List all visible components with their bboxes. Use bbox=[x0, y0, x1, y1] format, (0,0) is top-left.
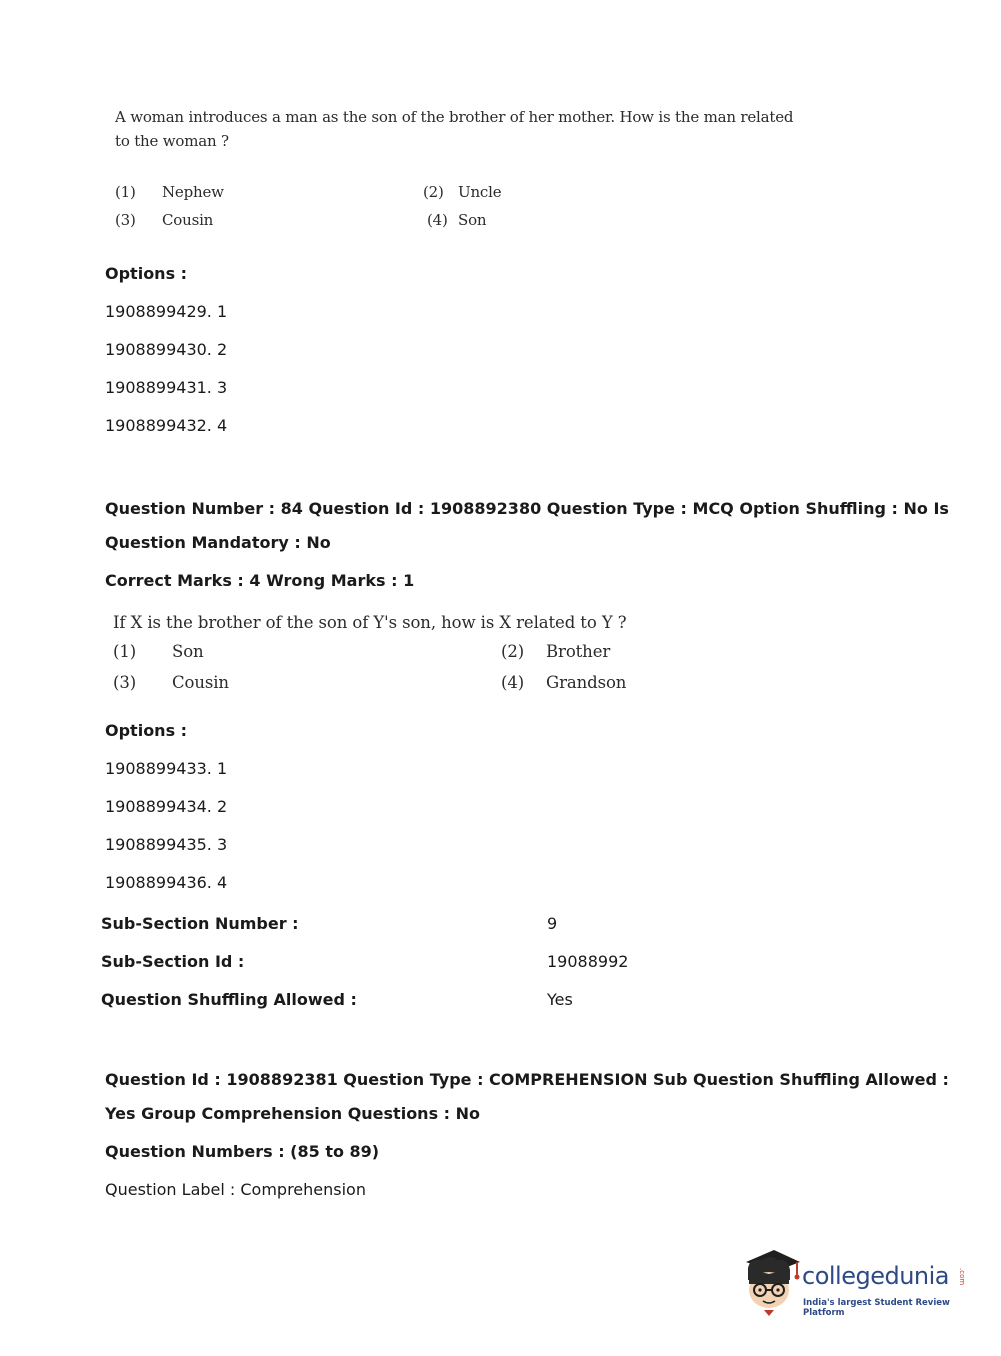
logo-name: collegedunia bbox=[802, 1262, 950, 1290]
option-id: 1908899431. 3 bbox=[105, 378, 228, 397]
choice-label: Uncle bbox=[458, 183, 502, 201]
option-id: 1908899436. 4 bbox=[105, 873, 228, 892]
options-heading: Options : bbox=[105, 721, 188, 740]
option-id: 1908899432. 4 bbox=[105, 416, 228, 435]
choice-label: Cousin bbox=[162, 211, 214, 229]
question-label: Question Label : Comprehension bbox=[105, 1180, 366, 1199]
choice-number: (1) bbox=[115, 183, 136, 201]
choice-label: Cousin bbox=[172, 673, 229, 692]
choice-label: Son bbox=[172, 642, 204, 661]
question-marks: Correct Marks : 4 Wrong Marks : 1 bbox=[105, 571, 415, 590]
choice-number: (3) bbox=[115, 211, 136, 229]
logo-dotcom: .com bbox=[958, 1268, 966, 1286]
question-shuffling-value: Yes bbox=[547, 990, 573, 1009]
option-id: 1908899429. 1 bbox=[105, 302, 228, 321]
choice-number: (2) bbox=[423, 183, 444, 201]
option-id: 1908899435. 3 bbox=[105, 835, 228, 854]
mascot-icon bbox=[740, 1248, 802, 1318]
options-heading: Options : bbox=[105, 264, 188, 283]
choice-label: Son bbox=[458, 211, 487, 229]
subsection-number-label: Sub-Section Number : bbox=[101, 914, 299, 933]
option-id: 1908899430. 2 bbox=[105, 340, 228, 359]
collegedunia-logo bbox=[740, 1248, 970, 1318]
comprehension-header-line-1: Question Id : 1908892381 Question Type : COMPREHENSION Sub Question Shuffling Allowed : bbox=[105, 1070, 949, 1089]
choice-label: Brother bbox=[546, 642, 611, 661]
question-text-line-2: to the woman ? bbox=[115, 132, 229, 150]
choice-number: (3) bbox=[113, 673, 137, 692]
choice-number: (4) bbox=[427, 211, 448, 229]
choice-number: (1) bbox=[113, 642, 137, 661]
question-numbers: Question Numbers : (85 to 89) bbox=[105, 1142, 380, 1161]
option-id: 1908899433. 1 bbox=[105, 759, 228, 778]
choice-label: Grandson bbox=[546, 673, 627, 692]
question-text: If X is the brother of the son of Y's son, how is X related to Y ? bbox=[113, 613, 627, 632]
logo-tagline: India's largest Student Review Platform bbox=[803, 1298, 950, 1318]
comprehension-header-line-2: Yes Group Comprehension Questions : No bbox=[105, 1104, 481, 1123]
choice-number: (2) bbox=[501, 642, 525, 661]
question-header-line-1: Question Number : 84 Question Id : 1908892380 Question Type : MCQ Option Shuffling : No Is bbox=[105, 499, 949, 518]
subsection-id-value: 19088992 bbox=[547, 952, 629, 971]
question-header-line-2: Question Mandatory : No bbox=[105, 533, 331, 552]
choice-number: (4) bbox=[501, 673, 525, 692]
question-shuffling-label: Question Shuffling Allowed : bbox=[101, 990, 357, 1009]
subsection-number-value: 9 bbox=[547, 914, 558, 933]
option-id: 1908899434. 2 bbox=[105, 797, 228, 816]
choice-label: Nephew bbox=[162, 183, 224, 201]
question-text-line-1: A woman introduces a man as the son of the brother of her mother. How is the man related bbox=[115, 108, 794, 126]
subsection-id-label: Sub-Section Id : bbox=[101, 952, 245, 971]
